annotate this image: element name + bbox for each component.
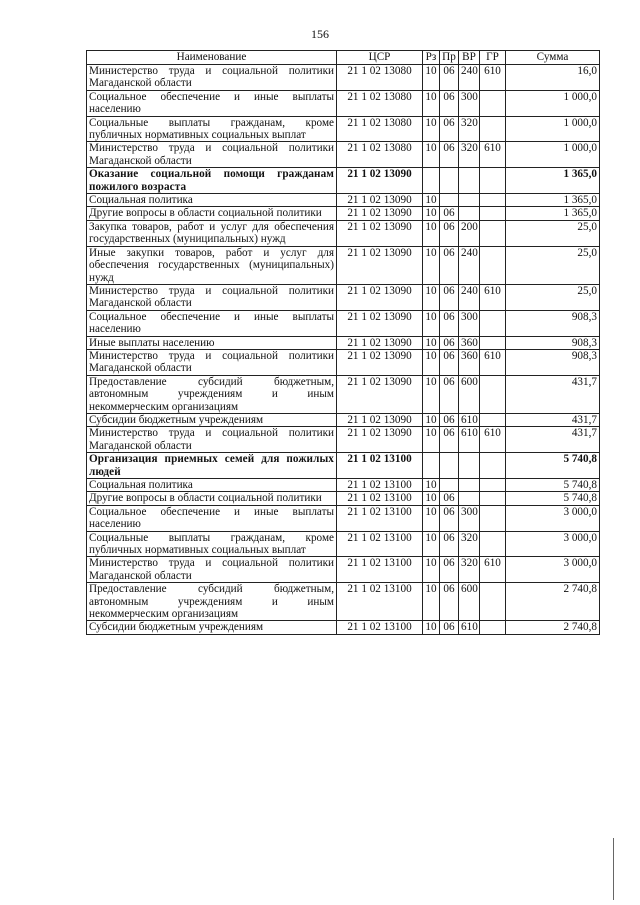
cell-sum: 25,0 <box>506 284 600 310</box>
table-row <box>87 207 600 220</box>
cell-gr: 610 <box>480 65 506 91</box>
cell-csr: 21 1 02 13090 <box>337 194 423 207</box>
cell-pr <box>440 168 459 194</box>
table-row <box>87 453 600 479</box>
cell-csr: 21 1 02 13080 <box>337 116 423 142</box>
cell-pr: 06 <box>440 207 459 220</box>
scan-margin-line <box>613 838 614 900</box>
cell-sum: 5 740,8 <box>506 453 600 479</box>
cell-name: Социальные выплаты гражданам, кроме публичных нормативных социальных выплат <box>87 116 337 142</box>
cell-pr: 06 <box>440 505 459 531</box>
cell-pr: 06 <box>440 116 459 142</box>
cell-vr: 600 <box>459 375 480 413</box>
cell-rz: 10 <box>423 246 440 284</box>
cell-pr: 06 <box>440 621 459 634</box>
header-gr: ГР <box>480 51 506 65</box>
cell-pr: 06 <box>440 284 459 310</box>
cell-sum: 1 365,0 <box>506 207 600 220</box>
cell-name: Закупка товаров, работ и услуг для обеспечения государственных (муниципальных) нужд <box>87 220 337 246</box>
cell-gr <box>480 492 506 505</box>
cell-vr: 610 <box>459 621 480 634</box>
cell-csr: 21 1 02 13090 <box>337 310 423 336</box>
cell-gr <box>480 310 506 336</box>
cell-gr <box>480 453 506 479</box>
cell-gr: 610 <box>480 427 506 453</box>
cell-csr: 21 1 02 13090 <box>337 207 423 220</box>
cell-pr: 06 <box>440 531 459 557</box>
cell-sum: 1 365,0 <box>506 168 600 194</box>
cell-vr: 610 <box>459 413 480 426</box>
header-sum: Сумма <box>506 51 600 65</box>
cell-name: Министерство труда и социальной политики Магаданской области <box>87 427 337 453</box>
table-row <box>87 413 600 426</box>
cell-vr: 320 <box>459 116 480 142</box>
cell-rz: 10 <box>423 65 440 91</box>
cell-csr: 21 1 02 13100 <box>337 453 423 479</box>
cell-csr: 21 1 02 13100 <box>337 492 423 505</box>
cell-vr: 360 <box>459 336 480 349</box>
table-body <box>87 65 600 635</box>
cell-sum: 25,0 <box>506 246 600 284</box>
cell-rz: 10 <box>423 220 440 246</box>
cell-name: Организация приемных семей для пожилых людей <box>87 453 337 479</box>
cell-sum: 908,3 <box>506 310 600 336</box>
cell-sum: 431,7 <box>506 413 600 426</box>
cell-sum: 16,0 <box>506 65 600 91</box>
cell-csr: 21 1 02 13100 <box>337 583 423 621</box>
cell-gr <box>480 375 506 413</box>
header-rz: Рз <box>423 51 440 65</box>
header-vr: ВР <box>459 51 480 65</box>
cell-name: Социальное обеспечение и иные выплаты населению <box>87 90 337 116</box>
table-row <box>87 621 600 634</box>
cell-pr <box>440 479 459 492</box>
cell-rz: 10 <box>423 479 440 492</box>
cell-csr: 21 1 02 13100 <box>337 557 423 583</box>
cell-name: Министерство труда и социальной политики Магаданской области <box>87 349 337 375</box>
cell-sum: 908,3 <box>506 336 600 349</box>
cell-sum: 431,7 <box>506 375 600 413</box>
table-row <box>87 168 600 194</box>
cell-vr: 300 <box>459 310 480 336</box>
cell-rz: 10 <box>423 557 440 583</box>
cell-name: Социальное обеспечение и иные выплаты населению <box>87 505 337 531</box>
cell-sum: 1 000,0 <box>506 90 600 116</box>
cell-csr: 21 1 02 13090 <box>337 168 423 194</box>
cell-sum: 2 740,8 <box>506 583 600 621</box>
cell-pr: 06 <box>440 142 459 168</box>
cell-name: Субсидии бюджетным учреждениям <box>87 621 337 634</box>
cell-name: Министерство труда и социальной политики Магаданской области <box>87 65 337 91</box>
cell-vr: 240 <box>459 284 480 310</box>
cell-vr <box>459 453 480 479</box>
cell-pr: 06 <box>440 557 459 583</box>
cell-vr: 200 <box>459 220 480 246</box>
cell-pr: 06 <box>440 65 459 91</box>
header-name: Наименование <box>87 51 337 65</box>
cell-name: Оказание социальной помощи гражданам пожилого возраста <box>87 168 337 194</box>
cell-gr <box>480 220 506 246</box>
cell-gr: 610 <box>480 349 506 375</box>
cell-vr <box>459 479 480 492</box>
cell-vr <box>459 492 480 505</box>
cell-gr <box>480 479 506 492</box>
cell-rz: 10 <box>423 427 440 453</box>
cell-csr: 21 1 02 13090 <box>337 413 423 426</box>
cell-sum: 1 000,0 <box>506 142 600 168</box>
cell-csr: 21 1 02 13100 <box>337 531 423 557</box>
cell-vr: 320 <box>459 557 480 583</box>
cell-pr: 06 <box>440 246 459 284</box>
cell-name: Социальная политика <box>87 479 337 492</box>
cell-name: Иные выплаты населению <box>87 336 337 349</box>
cell-csr: 21 1 02 13090 <box>337 220 423 246</box>
cell-rz: 10 <box>423 284 440 310</box>
cell-gr: 610 <box>480 284 506 310</box>
cell-pr: 06 <box>440 427 459 453</box>
cell-rz: 10 <box>423 621 440 634</box>
cell-rz: 10 <box>423 90 440 116</box>
cell-rz: 10 <box>423 310 440 336</box>
table-row <box>87 349 600 375</box>
table-row <box>87 557 600 583</box>
table-row <box>87 492 600 505</box>
table-row <box>87 375 600 413</box>
cell-csr: 21 1 02 13090 <box>337 246 423 284</box>
table-row <box>87 220 600 246</box>
page-number: 156 <box>311 27 329 41</box>
cell-gr <box>480 246 506 284</box>
cell-vr: 300 <box>459 505 480 531</box>
cell-vr: 320 <box>459 142 480 168</box>
cell-gr <box>480 621 506 634</box>
cell-pr: 06 <box>440 349 459 375</box>
cell-vr: 320 <box>459 531 480 557</box>
cell-name: Субсидии бюджетным учреждениям <box>87 413 337 426</box>
cell-name: Другие вопросы в области социальной политики <box>87 207 337 220</box>
cell-csr: 21 1 02 13090 <box>337 375 423 413</box>
cell-csr: 21 1 02 13100 <box>337 621 423 634</box>
cell-pr: 06 <box>440 492 459 505</box>
table-row <box>87 284 600 310</box>
cell-pr <box>440 453 459 479</box>
cell-vr: 240 <box>459 246 480 284</box>
cell-pr: 06 <box>440 336 459 349</box>
cell-sum: 3 000,0 <box>506 531 600 557</box>
cell-gr <box>480 90 506 116</box>
cell-pr: 06 <box>440 583 459 621</box>
cell-sum: 1 000,0 <box>506 116 600 142</box>
cell-rz <box>423 168 440 194</box>
cell-sum: 2 740,8 <box>506 621 600 634</box>
cell-name: Министерство труда и социальной политики Магаданской области <box>87 284 337 310</box>
header-csr: ЦСР <box>337 51 423 65</box>
table-row <box>87 479 600 492</box>
cell-vr <box>459 207 480 220</box>
cell-sum: 1 365,0 <box>506 194 600 207</box>
cell-name: Предоставление субсидий бюджетным, автономным учреждениям и иным некоммерческим организациям <box>87 375 337 413</box>
cell-pr: 06 <box>440 90 459 116</box>
table-row <box>87 427 600 453</box>
cell-csr: 21 1 02 13090 <box>337 427 423 453</box>
table-row <box>87 505 600 531</box>
cell-vr: 610 <box>459 427 480 453</box>
cell-name: Социальное обеспечение и иные выплаты населению <box>87 310 337 336</box>
cell-sum: 3 000,0 <box>506 557 600 583</box>
cell-pr <box>440 194 459 207</box>
cell-sum: 3 000,0 <box>506 505 600 531</box>
cell-rz: 10 <box>423 531 440 557</box>
cell-sum: 5 740,8 <box>506 492 600 505</box>
cell-name: Министерство труда и социальной политики Магаданской области <box>87 142 337 168</box>
cell-vr: 240 <box>459 65 480 91</box>
cell-rz <box>423 453 440 479</box>
table-row <box>87 310 600 336</box>
cell-csr: 21 1 02 13080 <box>337 90 423 116</box>
cell-gr <box>480 505 506 531</box>
cell-sum: 908,3 <box>506 349 600 375</box>
cell-pr: 06 <box>440 375 459 413</box>
table-header-row <box>87 51 600 65</box>
cell-csr: 21 1 02 13100 <box>337 479 423 492</box>
cell-pr: 06 <box>440 413 459 426</box>
cell-gr: 610 <box>480 557 506 583</box>
table-row <box>87 65 600 91</box>
table-row <box>87 531 600 557</box>
cell-rz: 10 <box>423 116 440 142</box>
cell-gr <box>480 116 506 142</box>
cell-csr: 21 1 02 13090 <box>337 349 423 375</box>
cell-name: Иные закупки товаров, работ и услуг для обеспечения государственных (муниципальных) нужд <box>87 246 337 284</box>
cell-csr: 21 1 02 13100 <box>337 505 423 531</box>
cell-name: Предоставление субсидий бюджетным, автономным учреждениям и иным некоммерческим организациям <box>87 583 337 621</box>
cell-csr: 21 1 02 13080 <box>337 65 423 91</box>
cell-rz: 10 <box>423 492 440 505</box>
cell-gr <box>480 531 506 557</box>
budget-table <box>86 50 600 635</box>
cell-rz: 10 <box>423 207 440 220</box>
cell-name: Социальные выплаты гражданам, кроме публичных нормативных социальных выплат <box>87 531 337 557</box>
cell-vr: 600 <box>459 583 480 621</box>
cell-gr <box>480 413 506 426</box>
cell-sum: 25,0 <box>506 220 600 246</box>
cell-gr <box>480 336 506 349</box>
table-row <box>87 142 600 168</box>
cell-gr <box>480 168 506 194</box>
cell-gr <box>480 207 506 220</box>
table-row <box>87 90 600 116</box>
cell-rz: 10 <box>423 413 440 426</box>
cell-rz: 10 <box>423 349 440 375</box>
cell-gr <box>480 583 506 621</box>
cell-name: Социальная политика <box>87 194 337 207</box>
table-row <box>87 116 600 142</box>
cell-vr <box>459 168 480 194</box>
cell-gr <box>480 194 506 207</box>
table-row <box>87 246 600 284</box>
table-row <box>87 336 600 349</box>
cell-pr: 06 <box>440 220 459 246</box>
header-pr: Пр <box>440 51 459 65</box>
cell-csr: 21 1 02 13090 <box>337 336 423 349</box>
cell-csr: 21 1 02 13080 <box>337 142 423 168</box>
cell-name: Министерство труда и социальной политики Магаданской области <box>87 557 337 583</box>
cell-rz: 10 <box>423 194 440 207</box>
cell-rz: 10 <box>423 142 440 168</box>
cell-sum: 431,7 <box>506 427 600 453</box>
cell-rz: 10 <box>423 336 440 349</box>
cell-rz: 10 <box>423 583 440 621</box>
cell-rz: 10 <box>423 505 440 531</box>
table-row <box>87 583 600 621</box>
cell-csr: 21 1 02 13090 <box>337 284 423 310</box>
cell-vr <box>459 194 480 207</box>
cell-pr: 06 <box>440 310 459 336</box>
cell-gr: 610 <box>480 142 506 168</box>
cell-name: Другие вопросы в области социальной политики <box>87 492 337 505</box>
cell-vr: 360 <box>459 349 480 375</box>
cell-vr: 300 <box>459 90 480 116</box>
cell-sum: 5 740,8 <box>506 479 600 492</box>
table-row <box>87 194 600 207</box>
cell-rz: 10 <box>423 375 440 413</box>
